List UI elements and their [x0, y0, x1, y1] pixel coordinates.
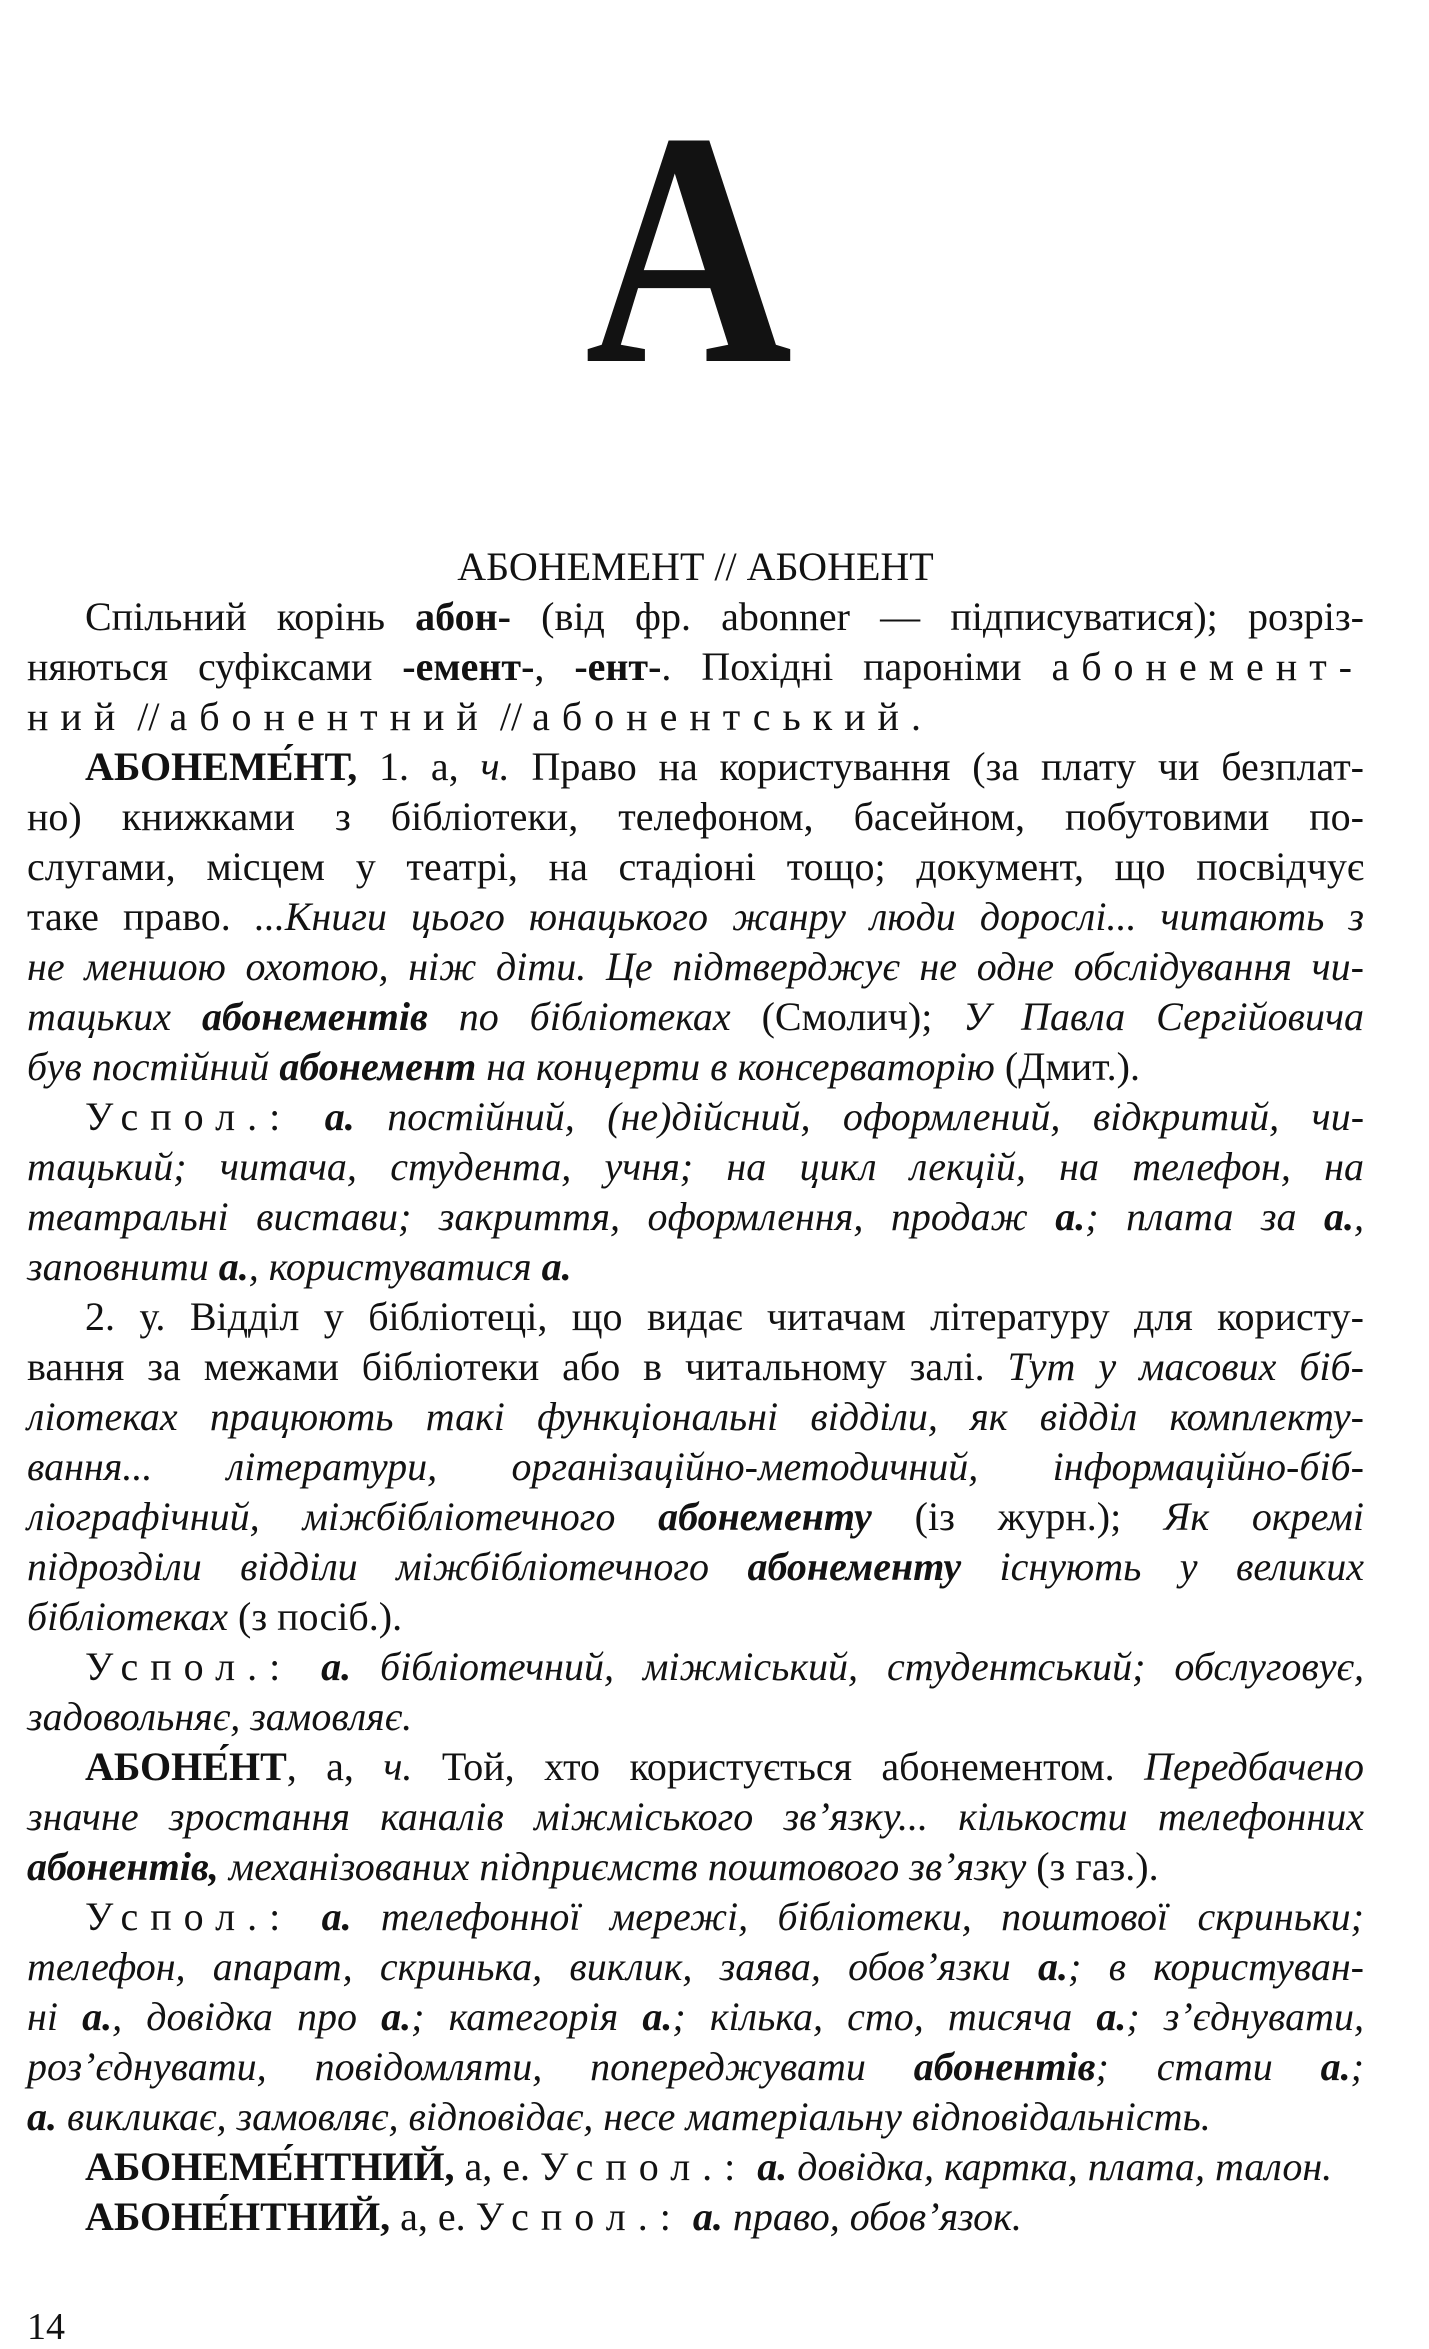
text-run: а.: [292, 1644, 352, 1689]
text-run: право, обов’язок.: [722, 2194, 1022, 2239]
text-line: [27, 1192, 1364, 1242]
text-run: телефон, апарат, скринька, виклик, заява, обов’язки: [27, 1944, 1039, 1989]
text-run: на концерти в консерваторію: [476, 1044, 995, 1089]
entry-paragraph: [27, 1742, 1364, 1892]
text-line: [27, 692, 1364, 742]
text-line: [27, 1142, 1364, 1192]
text-run: Успол.:: [85, 1894, 293, 1939]
entry-paragraph: [27, 1092, 1364, 1292]
text-run: .: [910, 694, 921, 739]
text-run: АБОНЕМЕ́НТ,: [85, 744, 358, 789]
text-run: бібліотечний, міжміський, студентський; обслуговує,: [351, 1644, 1364, 1689]
text-run: а.: [682, 2194, 723, 2239]
text-run: абонементу: [747, 1544, 962, 1589]
text-line: [27, 2142, 1364, 2192]
text-run: а.: [1055, 1194, 1086, 1239]
text-run: а, е.: [454, 2144, 541, 2189]
text-run: (із журн.);: [871, 1494, 1165, 1539]
text-run: а.: [1320, 2044, 1351, 2089]
text-run: бібліотеках: [27, 1594, 229, 1639]
text-run: постійний, (не)дійсний, оформлений, відкритий, чи-: [354, 1094, 1365, 1139]
text-run: а.: [747, 2144, 788, 2189]
text-run: ; плата за: [1085, 1194, 1325, 1239]
text-line: [27, 1442, 1364, 1492]
text-line: [27, 1342, 1364, 1392]
text-line: [27, 1892, 1364, 1942]
section-letter-glyph: А: [585, 64, 793, 434]
text-run: а.: [292, 1094, 355, 1139]
text-line: [27, 742, 1364, 792]
text-run: ...Книги цього юнацького жанру люди дорослі... читають з: [254, 894, 1365, 939]
text-run: ч.: [480, 744, 510, 789]
text-run: абон-: [415, 594, 511, 639]
text-run: слугами, місцем у театрі, на стадіоні тощо; документ, що посвідчує: [27, 844, 1364, 889]
text-run: абонементу: [658, 1494, 872, 1539]
text-line: [27, 1792, 1364, 1842]
text-run: (від фр. abonner — підписуватися); розріз-: [511, 594, 1364, 639]
text-run: Той, хто користується абонементом.: [412, 1744, 1145, 1789]
text-line: [27, 792, 1364, 842]
text-run: а.: [541, 1244, 572, 1289]
text-line: [27, 2042, 1364, 2092]
text-run: Тут у масових біб-: [1007, 1344, 1364, 1389]
text-run: ний: [27, 694, 128, 739]
text-line: [27, 1092, 1364, 1142]
text-run: а.: [642, 1994, 673, 2039]
text-run: таке право.: [27, 894, 255, 939]
text-run: -емент-: [402, 644, 535, 689]
text-run: (з посіб.).: [228, 1594, 403, 1639]
text-line: [27, 592, 1364, 642]
entry-paragraph: [27, 592, 1364, 742]
text-line: [27, 1992, 1364, 2042]
text-run: няються суфіксами: [27, 644, 403, 689]
text-run: Успол.:: [85, 1644, 293, 1689]
text-run: , а,: [286, 1744, 384, 1789]
text-run: (Смолич);: [730, 994, 964, 1039]
text-run: Передбачено: [1144, 1744, 1364, 1789]
text-run: Успол.:: [85, 1094, 293, 1139]
text-run: тацький; читача, студента, учня; на цикл лекцій, на телефон, на: [27, 1144, 1364, 1189]
text-run: ;: [1350, 2044, 1364, 2089]
text-line: [27, 892, 1364, 942]
text-line: [27, 1592, 1364, 1642]
text-run: викликає, замовляє, відповідає, несе матеріальну відповідальність.: [57, 2094, 1211, 2139]
text-run: ; стати: [1095, 2044, 1321, 2089]
text-run: телефонної мережі, бібліотеки, поштової скриньки;: [351, 1894, 1364, 1939]
text-run: -ент-: [574, 644, 662, 689]
text-run: а.: [1038, 1944, 1069, 1989]
text-run: ліографічний, міжбібліотечного: [27, 1494, 659, 1539]
text-run: ; категорія: [411, 1994, 643, 2039]
entry-paragraph: [27, 1892, 1364, 2142]
text-line: [27, 1492, 1364, 1542]
text-run: ,: [534, 644, 575, 689]
text-run: 2. у. Відділ у бібліотеці, що видає читачам літературу для користу-: [85, 1294, 1364, 1339]
text-run: //: [127, 694, 170, 739]
text-run: був постійний: [27, 1044, 280, 1089]
text-run: значне зростання каналів міжміського зв’язку... кількости телефонних: [27, 1794, 1364, 1839]
text-run: , користуватися: [248, 1244, 542, 1289]
text-run: АБОНЕ́НТ: [85, 1744, 287, 1789]
text-run: ,: [1354, 1194, 1365, 1239]
text-line: [27, 942, 1364, 992]
text-line: [27, 1642, 1364, 1692]
text-run: , довідка про: [112, 1994, 382, 2039]
text-line: [27, 1042, 1364, 1092]
text-run: а.: [1324, 1194, 1355, 1239]
text-run: абонементів: [201, 994, 428, 1039]
text-run: вання... літератури, організаційно-методичний, інформаційно-біб-: [27, 1444, 1364, 1489]
text-line: [27, 1242, 1364, 1292]
text-line: [27, 1392, 1364, 1442]
text-line: [27, 2092, 1364, 2142]
text-run: підрозділи відділи міжбібліотечного: [27, 1544, 748, 1589]
entry-group-heading: АБОНЕМЕНТ // АБОНЕНТ: [457, 544, 934, 589]
entry-paragraph: [27, 2192, 1364, 2242]
text-run: абонемент-: [1051, 644, 1364, 689]
page-number: 14: [27, 2306, 65, 2348]
text-run: АБОНЕМЕ́НТНИЙ,: [85, 2144, 455, 2189]
text-run: Успол.:: [475, 2194, 683, 2239]
text-run: а.: [381, 1994, 412, 2039]
text-run: театральні вистави; закриття, оформлення, продаж: [27, 1194, 1056, 1239]
text-run: існують у великих: [961, 1544, 1364, 1589]
text-run: Успол.:: [540, 2144, 748, 2189]
text-run: ; кілька, сто, тисяча: [672, 1994, 1097, 2039]
text-run: АБОНЕ́НТНИЙ,: [85, 2194, 391, 2239]
text-run: Як окремі: [1164, 1494, 1364, 1539]
text-line: [27, 642, 1364, 692]
text-run: абонентний: [169, 694, 490, 739]
text-run: абонентів: [913, 2044, 1096, 2089]
text-run: а.: [292, 1894, 352, 1939]
text-run: вання за межами бібліотеки або в читальному залі.: [27, 1344, 1008, 1389]
text-line: [27, 1542, 1364, 1592]
text-line: [27, 842, 1364, 892]
text-run: //: [489, 694, 533, 739]
text-line: [27, 1942, 1364, 1992]
text-run: а.: [27, 2094, 57, 2139]
text-line: [27, 2192, 1364, 2242]
text-line: [27, 1842, 1364, 1892]
text-run: . Похідні пароніми: [661, 644, 1052, 689]
text-run: а.: [218, 1244, 249, 1289]
text-run: а.: [1096, 1994, 1127, 2039]
text-line: [27, 1742, 1364, 1792]
text-run: задовольняє, замовляє.: [27, 1694, 413, 1739]
entry-paragraph: [27, 2142, 1364, 2192]
text-run: (Дмит.).: [994, 1044, 1140, 1089]
entry-paragraph: [27, 742, 1364, 1092]
text-run: абонентський: [532, 694, 911, 739]
entry-paragraph: [27, 1642, 1364, 1742]
text-run: не меншою охотою, ніж діти. Це підтверджує не одне обслідування чи-: [27, 944, 1364, 989]
text-run: а.: [82, 1994, 113, 2039]
text-run: тацьких: [27, 994, 202, 1039]
text-run: ; з’єднувати,: [1126, 1994, 1364, 2039]
text-run: механізованих підприємств поштового зв’язку: [218, 1844, 1027, 1889]
text-run: заповнити: [27, 1244, 219, 1289]
entry-paragraph: [27, 1292, 1364, 1642]
text-run: ; в користуван-: [1068, 1944, 1364, 1989]
text-run: Спільний корінь: [85, 594, 416, 639]
text-line: [27, 1292, 1364, 1342]
text-run: У Павла Сергійовича: [963, 994, 1365, 1039]
text-run: (з газ.).: [1026, 1844, 1159, 1889]
text-run: абонемент: [279, 1044, 477, 1089]
text-run: роз’єднувати, повідомляти, попереджувати: [27, 2044, 914, 2089]
text-run: а, е.: [390, 2194, 476, 2239]
text-run: ч.: [383, 1744, 413, 1789]
text-line: [27, 992, 1364, 1042]
text-run: абонентів,: [27, 1844, 219, 1889]
text-run: 1. а,: [357, 744, 481, 789]
text-run: но) книжками з бібліотеки, телефоном, басейном, побутовими по-: [27, 794, 1364, 839]
text-run: ні: [27, 1994, 83, 2039]
article-body: [27, 542, 1364, 2242]
text-run: довідка, картка, плата, талон.: [787, 2144, 1333, 2189]
text-run: ліотеках працюють такі функціональні відділи, як відділ комплекту-: [27, 1394, 1364, 1439]
text-line: [27, 1692, 1364, 1742]
text-run: Право на користування (за плату чи безплат-: [509, 744, 1364, 789]
section-letter: [489, 64, 889, 434]
text-run: по бібліотеках: [427, 994, 731, 1039]
